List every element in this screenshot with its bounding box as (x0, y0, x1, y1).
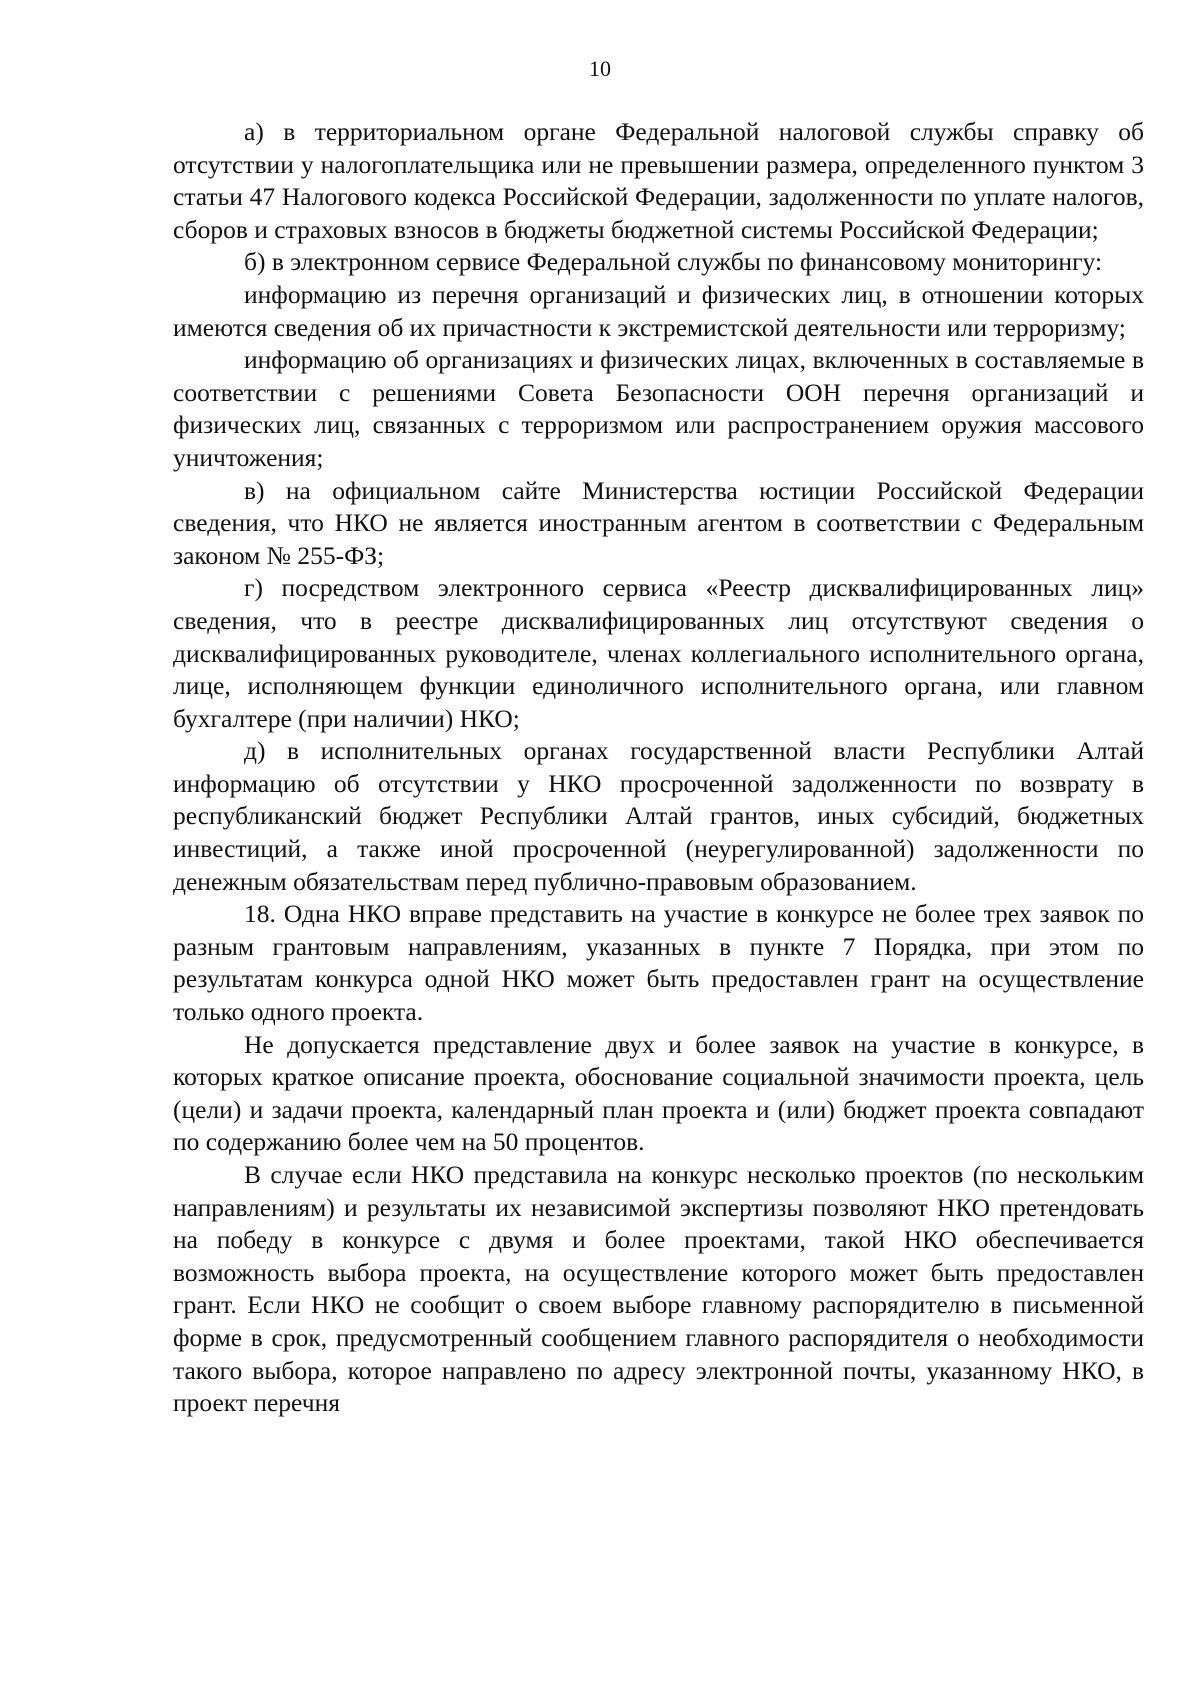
page-number: 10 (589, 56, 611, 81)
paragraph-extremism-list: информацию из перечня организаций и физических лиц, в отношении которых имеются сведения об их причастности к экстремистской деятельности или терроризму; (173, 279, 1144, 342)
paragraph-g-disqualified-persons: г) посредством электронного сервиса «Реестр дисквалифицированных лиц» сведения, что в реестре дисквалифицированных лиц отсутствуют сведения о дисквалифицированных руководителе, членах коллегиального исполнительного органа, лице, исполняющем функции единоличного исполнительного органа, или главном бухгалтере (при наличии) НКО; (173, 573, 1144, 733)
paragraph-duplicate-applications: Не допускается представление двух и более заявок на участие в конкурсе, в которых краткое описание проекта, обоснование социальной значимости проекта, цель (цели) и задачи проекта, календарный план проекта и (или) бюджет проекта совпадают по содержанию более чем на 50 процентов. (173, 1029, 1144, 1157)
paragraph-un-security-council-list: информацию об организациях и физических лицах, включенных в составляемые в соответствии с решениями Совета Безопасности ООН перечня организаций и физических лиц, связанных с терроризмом или распространением оружия массового уничтожения; (173, 345, 1144, 472)
document-body (173, 116, 1144, 1420)
paragraph-d-overdue-debt: д) в исполнительных органах государственной власти Республики Алтай информацию об отсутствии у НКО просроченной задолженности по возврату в республиканский бюджет Республики Алтай грантов, иных субсидий, бюджетных инвестиций, а также иной просроченной (неурегулированной) задолженности по денежным обязательствам перед публично-правовым образованием. (173, 736, 1144, 896)
paragraph-b-financial-monitoring: б) в электронном сервисе Федеральной службы по финансовому мониторингу: (244, 247, 1103, 277)
paragraph-a-tax-certificate: а) в территориальном органе Федеральной налоговой службы справку об отсутствии у налогоплательщика или не превышении размера, определенного пунктом 3 статьи 47 Налогового кодекса Российской Федерации, задолженности по уплате налогов, сборов и страховых взносов в бюджеты бюджетной системы Российской Федерации; (173, 117, 1144, 244)
paragraph-18-application-limit: 18. Одна НКО вправе представить на участие в конкурсе не более трех заявок по разным грантовым направлениям, указанных в пункте 7 Порядка, при этом по результатам конкурса одной НКО может быть предоставлен грант на осуществление только одного проекта. (173, 899, 1144, 1027)
paragraph-project-choice: В случае если НКО представила на конкурс несколько проектов (по нескольким направлениям) и результаты их независимой экспертизы позволяют НКО претендовать на победу в конкурсе с двумя и более проектами, такой НКО обеспечивается возможность выбора проекта, на осуществление которого может быть предоставлен грант. Если НКО не сообщит о своем выборе главному распорядителю в письменной форме в срок, предусмотренный сообщением главного распорядителя о необходимости такого выбора, которое направлено по адресу электронной почты, указанному НКО, в проект перечня (173, 1160, 1144, 1418)
paragraph-v-foreign-agent: в) на официальном сайте Министерства юстиции Российской Федерации сведения, что НКО не является иностранным агентом в соответствии с Федеральным законом № 255-ФЗ; (173, 475, 1144, 570)
